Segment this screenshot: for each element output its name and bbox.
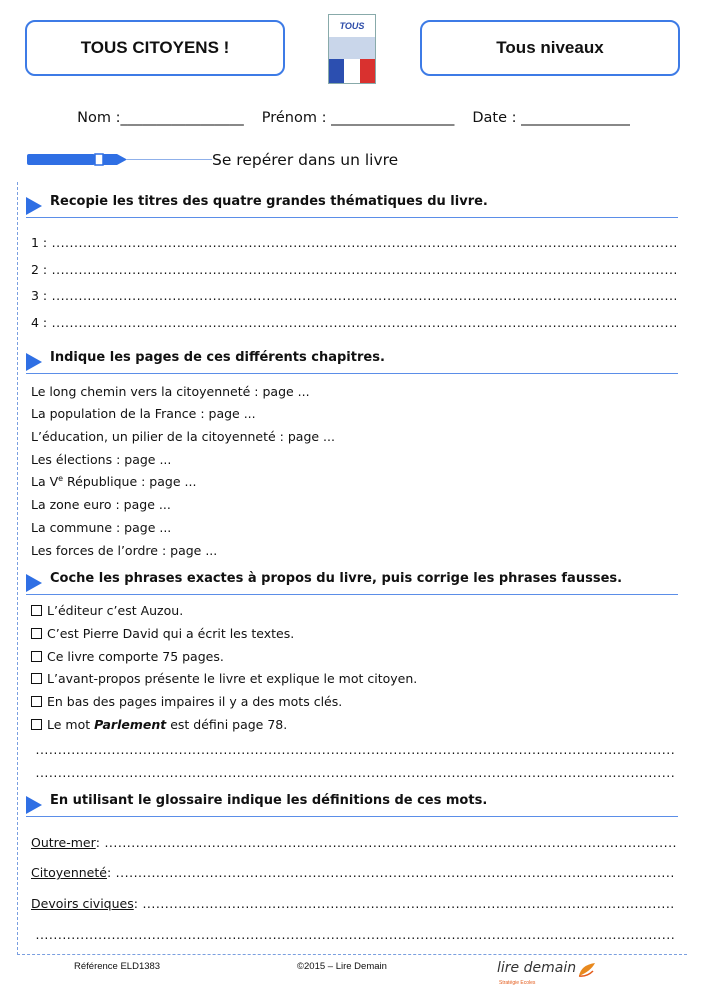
check-label-emphasis: Parlement xyxy=(94,717,167,732)
colon: : xyxy=(133,896,138,911)
line-label: 1 : xyxy=(31,235,48,250)
pencil-icon xyxy=(27,152,212,168)
section-3-heading xyxy=(26,571,678,595)
chapter-item: L’éducation, un pilier de la citoyenneté : page ... xyxy=(31,429,335,444)
line-label: 3 : xyxy=(31,288,48,303)
check-label: C’est Pierre David qui a écrit les textes. xyxy=(47,626,295,641)
correction-line-1[interactable] xyxy=(31,742,676,757)
chapter-item xyxy=(31,474,196,489)
chapter-item: Le long chemin vers la citoyenneté : page ... xyxy=(31,384,310,399)
check-label: Ce livre comporte 75 pages. xyxy=(47,649,224,664)
answer-line-4[interactable] xyxy=(31,315,676,330)
page-subtitle: Se repérer dans un livre xyxy=(212,151,399,169)
checkbox[interactable] xyxy=(31,696,42,707)
answer-line-2[interactable] xyxy=(31,262,676,277)
checkbox[interactable] xyxy=(31,719,42,730)
correction-line-2[interactable] xyxy=(31,765,676,780)
level-box xyxy=(420,20,680,76)
triangle-bullet-icon xyxy=(26,353,42,371)
worksheet-title: TOUS CITOYENS ! xyxy=(80,38,230,57)
definition-line-devoirs-civiques[interactable] xyxy=(31,896,676,911)
chapter-item: La population de la France : page ... xyxy=(31,406,256,421)
dotted-line xyxy=(31,765,676,780)
answer-line-3[interactable] xyxy=(31,288,676,303)
logo-leaf-icon xyxy=(577,961,597,979)
copyright-text: ©2015 – Lire Demain xyxy=(297,961,387,972)
triangle-bullet-icon xyxy=(26,796,42,814)
check-label: est défini page 78. xyxy=(166,717,288,732)
chapter-item-start: La V xyxy=(31,474,59,490)
triangle-bullet-icon xyxy=(26,197,42,215)
section-1-heading xyxy=(26,194,678,218)
dotted-line xyxy=(100,835,676,850)
check-item[interactable] xyxy=(31,717,287,732)
check-label: Le mot xyxy=(47,717,95,732)
glossary-word: Devoirs civiques xyxy=(31,896,134,911)
colon: : xyxy=(95,835,100,850)
dotted-line xyxy=(31,927,676,942)
checkbox[interactable] xyxy=(31,651,42,662)
glossary-word: Outre-mer xyxy=(31,835,96,850)
checkbox[interactable] xyxy=(31,605,42,616)
triangle-bullet-icon xyxy=(26,574,42,592)
chapter-item: La commune : page ... xyxy=(31,520,172,535)
book-cover-image xyxy=(328,14,376,84)
reference-text: Référence ELD1383 xyxy=(74,961,161,972)
dotted-line xyxy=(47,315,676,330)
check-label: L’éditeur c’est Auzou. xyxy=(47,603,184,618)
title-box xyxy=(25,20,285,76)
section-heading-text: En utilisant le glossaire indique les définitions de ces mots. xyxy=(50,793,488,808)
identity-line xyxy=(0,110,707,126)
check-item[interactable] xyxy=(31,671,417,686)
definition-line-extra[interactable] xyxy=(31,927,676,942)
chapter-item: La zone euro : page ... xyxy=(31,497,171,512)
check-label: En bas des pages impaires il y a des mots clés. xyxy=(47,694,343,709)
check-label: L’avant-propos présente le livre et explique le mot citoyen. xyxy=(47,671,418,686)
glossary-word: Citoyenneté xyxy=(31,865,107,880)
answer-line-1[interactable] xyxy=(31,235,676,250)
chapter-item: Les élections : page ... xyxy=(31,452,172,467)
publisher-logo: lire demain xyxy=(497,960,577,976)
definition-line-outre-mer[interactable] xyxy=(31,835,676,850)
date-field[interactable]: Date : _______________ xyxy=(472,110,630,126)
dotted-line xyxy=(47,262,676,277)
check-item[interactable] xyxy=(31,649,224,664)
prenom-field[interactable]: Prénom : _________________ xyxy=(261,110,455,126)
definition-line-citoyennete[interactable] xyxy=(31,865,676,880)
colon: : xyxy=(106,865,112,880)
check-item[interactable] xyxy=(31,603,183,618)
dotted-line xyxy=(47,288,676,303)
footer xyxy=(0,958,707,998)
section-heading-text: Indique les pages de ces différents chapitres. xyxy=(50,350,385,365)
line-label: 2 : xyxy=(31,262,48,277)
chapter-item: Les forces de l’ordre : page ... xyxy=(31,543,218,558)
section-heading-text: Coche les phrases exactes à propos du livre, puis corrige les phrases fausses. xyxy=(50,571,623,586)
section-2-heading xyxy=(26,350,678,374)
cover-title: TOUS xyxy=(339,21,365,31)
line-label: 4 : xyxy=(31,315,48,330)
chapter-item-end: République : page ... xyxy=(63,474,197,490)
dotted-line xyxy=(31,742,676,757)
dotted-line xyxy=(138,896,676,911)
checkbox[interactable] xyxy=(31,673,42,684)
section-heading-text: Recopie les titres des quatre grandes thématiques du livre. xyxy=(50,194,488,209)
nom-field[interactable]: Nom :_________________ xyxy=(77,110,244,126)
dotted-line xyxy=(111,865,676,880)
section-4-heading xyxy=(26,793,678,817)
checkbox[interactable] xyxy=(31,628,42,639)
check-item[interactable] xyxy=(31,694,342,709)
dotted-line xyxy=(47,235,676,250)
check-item[interactable] xyxy=(31,626,294,641)
chapter-item-sup: e xyxy=(58,474,64,483)
worksheet-level: Tous niveaux xyxy=(496,38,604,57)
publisher-logo-subtitle: Stratégie Ecoles xyxy=(499,980,536,986)
